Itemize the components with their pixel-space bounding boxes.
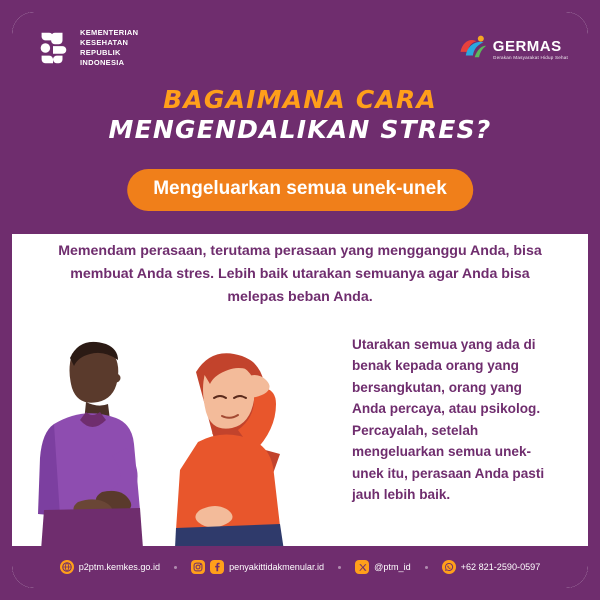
facebook-icon: [210, 560, 224, 574]
footer-social[interactable]: [191, 560, 324, 574]
ministry-line-4: INDONESIA: [80, 57, 125, 67]
two-people-talking-illustration: [18, 324, 348, 564]
kemenkes-logo-icon: [34, 29, 72, 67]
footer-bar: [12, 546, 588, 588]
ministry-lockup: [34, 28, 138, 68]
instagram-icon: [191, 560, 205, 574]
footer-divider: [174, 566, 177, 569]
footer-twitter-label: @ptm_id: [374, 562, 411, 572]
germas-logo-icon: [457, 34, 487, 66]
ministry-line-3: REPUBLIK: [80, 47, 121, 57]
germas-subtitle: Gerakan Masyarakat Hidup Sehat: [492, 54, 568, 60]
title-line-1: BAGAIMANA CARA: [163, 85, 437, 114]
footer-divider-2: [338, 566, 341, 569]
footer-whatsapp[interactable]: [442, 560, 541, 574]
poster-card: [12, 12, 588, 588]
whatsapp-icon: [442, 560, 456, 574]
poster-title: [12, 86, 588, 144]
title-line-2: MENGENDALIKAN STRES?: [108, 115, 492, 144]
footer-website-label: p2ptm.kemkes.go.id: [78, 562, 161, 572]
subtitle-pill: Mengeluarkan semua unek-unek: [127, 169, 473, 211]
lead-paragraph: Memendam perasaan, terutama perasaan yang mengganggu Anda, bisa membuat Anda stres. Lebih baik utarakan semuanya agar Anda bisa melepas beban Anda.: [58, 243, 542, 305]
germas-title: GERMAS: [492, 38, 562, 56]
globe-icon: [60, 560, 74, 574]
footer-whatsapp-label: +62 821-2590-0597: [460, 562, 541, 572]
ministry-line-2: KESEHATAN: [80, 37, 129, 47]
ministry-name: [80, 28, 138, 68]
germas-lockup: [457, 34, 568, 66]
germas-text: [493, 39, 568, 61]
x-twitter-icon: [355, 560, 369, 574]
footer-divider-3: [425, 566, 428, 569]
ministry-line-1: KEMENTERIAN: [80, 28, 139, 37]
person-left: [38, 342, 144, 564]
person-right: [174, 353, 286, 564]
right-column-paragraph: Utarakan semua yang ada di benak kepada orang yang bersangkutan, orang yang Anda percaya, atau psikolog. Percayalah, setelah mengeluarkan semua unek-unek itu, perasaan Anda pasti jauh lebih baik.: [352, 337, 545, 503]
footer-twitter[interactable]: [355, 560, 411, 574]
footer-website[interactable]: [60, 560, 160, 574]
footer-social-label: penyakittidakmenular.id: [229, 562, 325, 572]
